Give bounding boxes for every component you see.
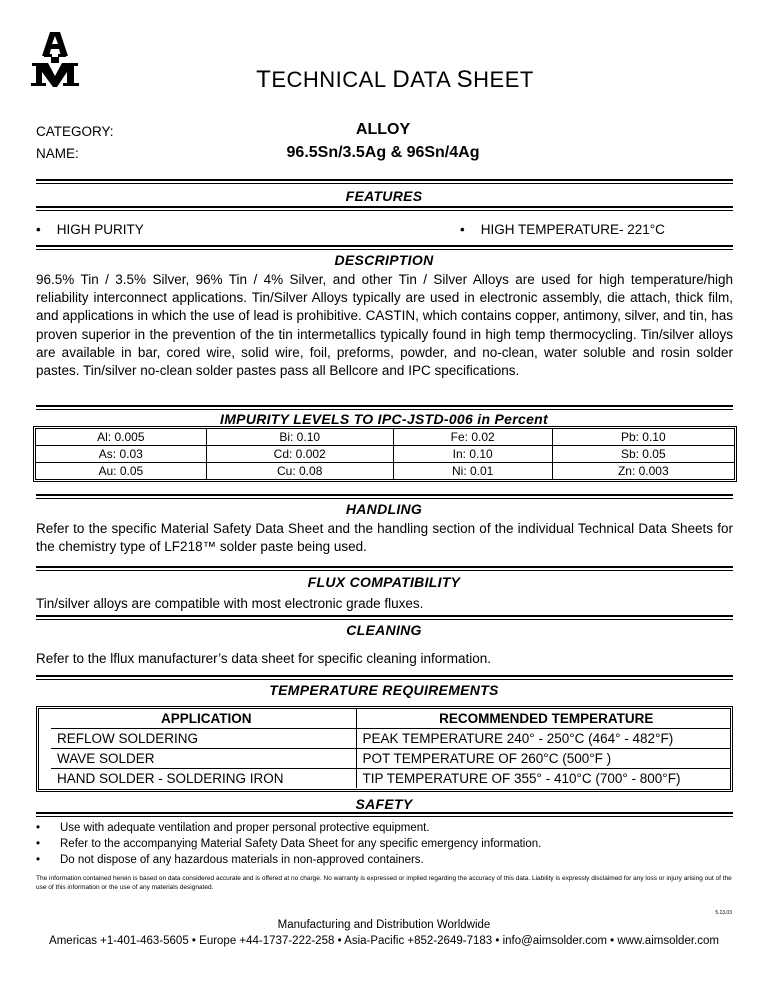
list-item: • Refer to the accompanying Material Safety Data Sheet for any specific emergency information. — [36, 836, 541, 852]
table-cell: HAND SOLDER - SOLDERING IRON — [51, 769, 356, 789]
features-heading: FEATURES — [345, 188, 423, 204]
table-cell: Sb: 0.05 — [552, 446, 734, 463]
description-text: 96.5% Tin / 3.5% Silver, 96% Tin / 4% Silver, and other Tin / Silver Alloys are used for high temperature/high reliability interconnect applications. Tin/Silver Alloys typically are used in electronic assembly, die attach, thick film, and applications in which the use of lead is prohibitive. CASTIN, which contains copper, antimony, silver, and tin, has proven superior in the prevention of the tin intermetallics typically found in high temp thermocycling. Tin/silver alloys are available in bar, cored wire, solid wire, foil, preforms, powder, and no-clean, water soluble and rosin solder pastes. Tin/silver no-clean solder pastes pass all Bellcore and IPC specifications. — [36, 272, 733, 379]
list-item: • Do not dispose of any hazardous materials in non-approved containers. — [36, 852, 541, 868]
table-cell: As: 0.03 — [36, 446, 207, 463]
table-row — [36, 463, 735, 480]
table-header-row — [51, 709, 730, 729]
footer-contacts: Americas +1-401-463-5605 • Europe +44-1737-222-258 • Asia-Pacific +852-2649-7183 • info@aimsolder.com • www.aimsolder.com — [49, 935, 719, 947]
category-value: ALLOY — [355, 121, 411, 138]
disclaimer-text: The information contained herein is based on data considered accurate and is offered at no charge. No warranty is expressed or implied regarding the accuracy of this data. Liability is expressly disclaimed for any loss or injury arising out of the use of this information or the use of any materials designated. — [36, 875, 732, 891]
section-rule — [36, 206, 733, 212]
list-item: • Use with adequate ventilation and proper personal protective equipment. — [36, 820, 541, 836]
description-heading: DESCRIPTION — [334, 252, 434, 268]
table-cell: Pb: 0.10 — [552, 429, 734, 446]
table-cell: WAVE SOLDER — [51, 749, 356, 769]
table-row — [36, 429, 735, 446]
cleaning-text: Refer to the lflux manufacturer’s data sheet for specific cleaning information. — [36, 651, 491, 666]
name-value: 96.5Sn/3.5Ag & 96Sn/4Ag — [286, 144, 480, 161]
footer-tagline: Manufacturing and Distribution Worldwide — [277, 919, 491, 931]
impurity-heading: IMPURITY LEVELS TO IPC-JSTD-006 in Percent — [220, 411, 548, 427]
table-cell: Al: 0.005 — [36, 429, 207, 446]
table-cell: Bi: 0.10 — [206, 429, 393, 446]
handling-text: Refer to the specific Material Safety Data Sheet and the handling section of the individual Technical Data Sheets for the chemistry type of LF218™ solder paste being used. — [36, 521, 733, 555]
table-cell: Ni: 0.01 — [393, 463, 552, 480]
table-cell: Cu: 0.08 — [206, 463, 393, 480]
table-row — [51, 729, 730, 749]
section-rule — [36, 675, 733, 681]
section-rule — [36, 812, 733, 818]
table-cell: Cd: 0.002 — [206, 446, 393, 463]
column-header-application: APPLICATION — [161, 711, 252, 726]
table-row — [36, 446, 735, 463]
table-row — [51, 769, 730, 789]
category-label: CATEGORY: — [36, 124, 114, 139]
flux-text: Tin/silver alloys are compatible with most electronic grade fluxes. — [36, 596, 424, 611]
table-cell: REFLOW SOLDERING — [51, 729, 356, 749]
table-cell: Fe: 0.02 — [393, 429, 552, 446]
feature-high-purity: • HIGH PURITY — [36, 222, 144, 237]
section-rule — [36, 494, 733, 500]
table-row — [51, 749, 730, 769]
table-cell: TIP TEMPERATURE OF 355° - 410°C (700° - 800°F) — [356, 769, 730, 789]
page-title: TECHNICAL DATA SHEET — [256, 66, 534, 93]
table-cell: Au: 0.05 — [36, 463, 207, 480]
safety-heading: SAFETY — [355, 796, 413, 812]
revision-code: 5.13.03 — [715, 910, 732, 916]
table-cell: POT TEMPERATURE OF 260°C (500°F ) — [356, 749, 730, 769]
section-rule — [36, 615, 733, 621]
temperature-heading: TEMPERATURE REQUIREMENTS — [269, 682, 499, 698]
handling-heading: HANDLING — [345, 501, 423, 517]
safety-list — [36, 820, 541, 868]
section-rule — [36, 245, 733, 251]
table-cell: In: 0.10 — [393, 446, 552, 463]
section-rule — [36, 179, 733, 185]
table-cell: PEAK TEMPERATURE 240° - 250°C (464° - 482°F) — [356, 729, 730, 749]
flux-heading: FLUX COMPATIBILITY — [307, 574, 461, 590]
section-rule — [36, 566, 733, 572]
feature-high-temperature: • HIGH TEMPERATURE- 221°C — [460, 222, 665, 237]
table-cell: Zn: 0.003 — [552, 463, 734, 480]
name-label: NAME: — [36, 146, 79, 161]
impurity-table — [35, 428, 735, 480]
temperature-table — [51, 709, 730, 788]
column-header-recommended-temperature: RECOMMENDED TEMPERATURE — [356, 709, 730, 729]
cleaning-heading: CLEANING — [346, 622, 422, 638]
